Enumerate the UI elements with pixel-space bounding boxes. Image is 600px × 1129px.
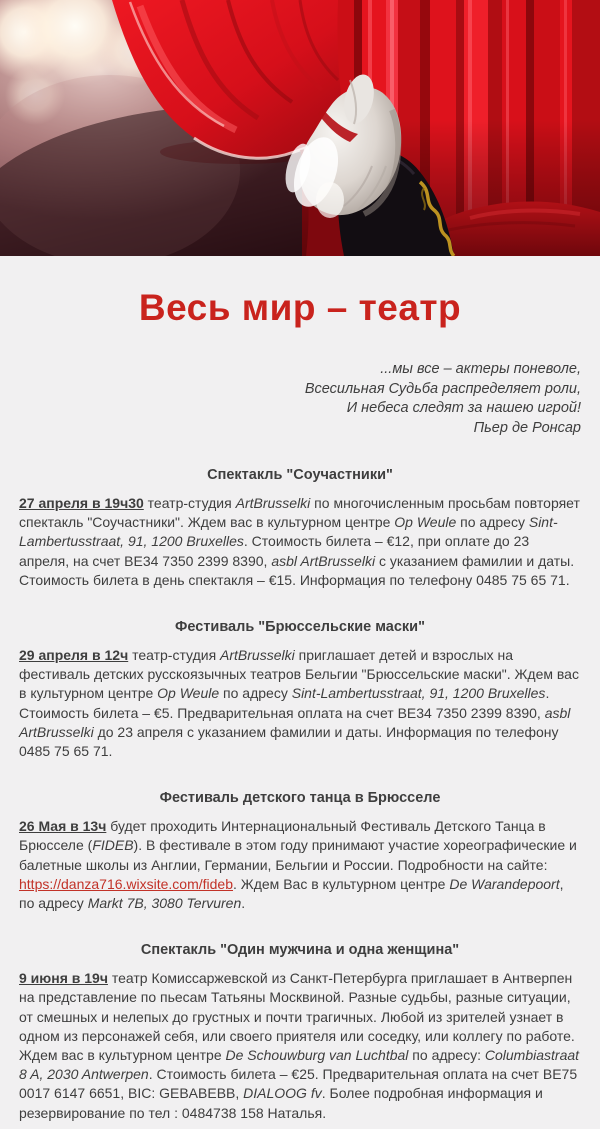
epigraph [19, 360, 581, 438]
event-text: asbl ArtBrusselki [271, 552, 376, 569]
event-description [19, 817, 581, 913]
event-datetime: 27 апреля в 19ч30 [19, 495, 144, 511]
curtain-hand-illustration [0, 0, 600, 256]
event-text: Markt 7B, 3080 Tervuren [87, 895, 242, 912]
event-text: De Warandepoort [449, 875, 560, 892]
event-heading: Фестиваль "Брюссельские маски" [175, 619, 425, 636]
event-text: . Стоимость билета – €5. Предварительная оплата на счет BE34 7350 2399 8390, [19, 685, 550, 721]
event-section [19, 466, 581, 590]
event-text: по адресу: [408, 1047, 485, 1064]
event-text: Op Weule [157, 685, 220, 702]
event-text: театр-студия [143, 495, 236, 511]
event-text: ). В фестивале в этом году принимают участие хореографические и балетные школы из Англии, Германии, Бельгии и России. Подробности на сайте: [19, 837, 577, 873]
event-text: DIALOOG fv [243, 1085, 322, 1102]
event-section [19, 941, 581, 1123]
event-description [19, 969, 581, 1123]
event-text: Sint-Lambertusstraat, 91, 1200 Bruxelles [291, 685, 546, 702]
event-text: с указанием фамилии и даты. Стоимость билета в день спектакля – €15. Информация по телефону 0485 75 65 71. [19, 552, 575, 588]
event-text: приглашает детей и взрослых на фестиваль детских русскоязычных театров Бельгии "Брюссельские маски". Ждем вас в культурном центре [19, 647, 579, 702]
event-section [19, 789, 581, 913]
event-text: Op Weule [394, 514, 457, 531]
event-text: театр-студия [128, 647, 221, 664]
event-text: . Ждем Вас в культурном центре [233, 875, 450, 892]
page-title: Весь мир – театр [138, 287, 462, 328]
event-link[interactable]: https://danza716.wixsite.com/fideb [19, 875, 234, 892]
event-heading: Спектакль "Соучастники" [207, 467, 393, 483]
events-list [0, 466, 600, 1129]
event-heading: Спектакль "Один мужчина и одна женщина" [140, 942, 460, 959]
event-section [19, 618, 581, 761]
event-text: Columbiastraat 8 A, 2030 Antwerpen [19, 1047, 580, 1083]
event-heading: Фестиваль детского танца в Брюсселе [159, 790, 441, 807]
event-text: . Стоимость билета – €25. Предварительная оплата на счет BE75 0017 6147 6651, BIC: GEBABEBB, [19, 1066, 578, 1102]
event-datetime: 29 апреля в 12ч [19, 647, 129, 664]
event-text: FIDEB [92, 837, 134, 854]
epigraph-line: Всесильная Судьба распределяет роли, [304, 380, 581, 397]
epigraph-line: И небеса следят за нашею игрой! [346, 400, 581, 416]
event-text: Ждем вас в культурном центре [19, 1047, 226, 1064]
event-text: ArtBrusselki [220, 647, 295, 664]
event-text: Sint-Lambertusstraat, 91, 1200 Bruxelles [19, 514, 558, 550]
epigraph-attribution: Пьер де Ронсар [473, 419, 581, 436]
event-description [19, 494, 581, 590]
event-datetime: 9 июня в 19ч [19, 970, 108, 987]
header-image [0, 0, 600, 256]
event-text: , по адресу [19, 875, 564, 912]
event-text: De Schouwburg van Luchtbal [225, 1047, 409, 1064]
event-text: будет проходить Интернациональный Фестиваль Детского Танца в Брюсселе ( [19, 818, 546, 854]
event-text: до 23 апреля с указанием фамилии и даты. Информация по телефону 0485 75 65 71. [19, 723, 559, 760]
event-text: театр Комиссаржевской из Санкт-Петербурга приглашает в Антверпен на представление по пьесам Татьяны Москвиной. Разные судьбы, разные ситуации, от смешных и нелепых до грустных и почти трагичных. Любой из зрителей узнает в одном из персонажей себя, или своего приятеля или соседку, или коллегу по работе. [19, 970, 575, 1044]
event-text: по адресу [456, 514, 529, 531]
event-text: . [241, 895, 246, 912]
event-datetime: 26 Мая в 13ч [19, 818, 107, 835]
event-text: . Более подробная информация и резервирование по тел : 0484738 158 Наталья. [19, 1085, 543, 1121]
event-text: по многочисленным просьбам повторяет спектакль "Соучастники". Ждем вас в культурном центре [19, 495, 580, 531]
event-text: asbl ArtBrusselki [19, 704, 571, 740]
event-text: ArtBrusselki [235, 495, 311, 511]
event-text: по адресу [219, 685, 292, 702]
event-text: . Стоимость билета – €12, при оплате до 23 апреля, на счет BE34 7350 2399 8390, [19, 533, 530, 569]
epigraph-line: ...мы все – актеры поневоле, [380, 361, 581, 377]
event-description [19, 646, 581, 761]
